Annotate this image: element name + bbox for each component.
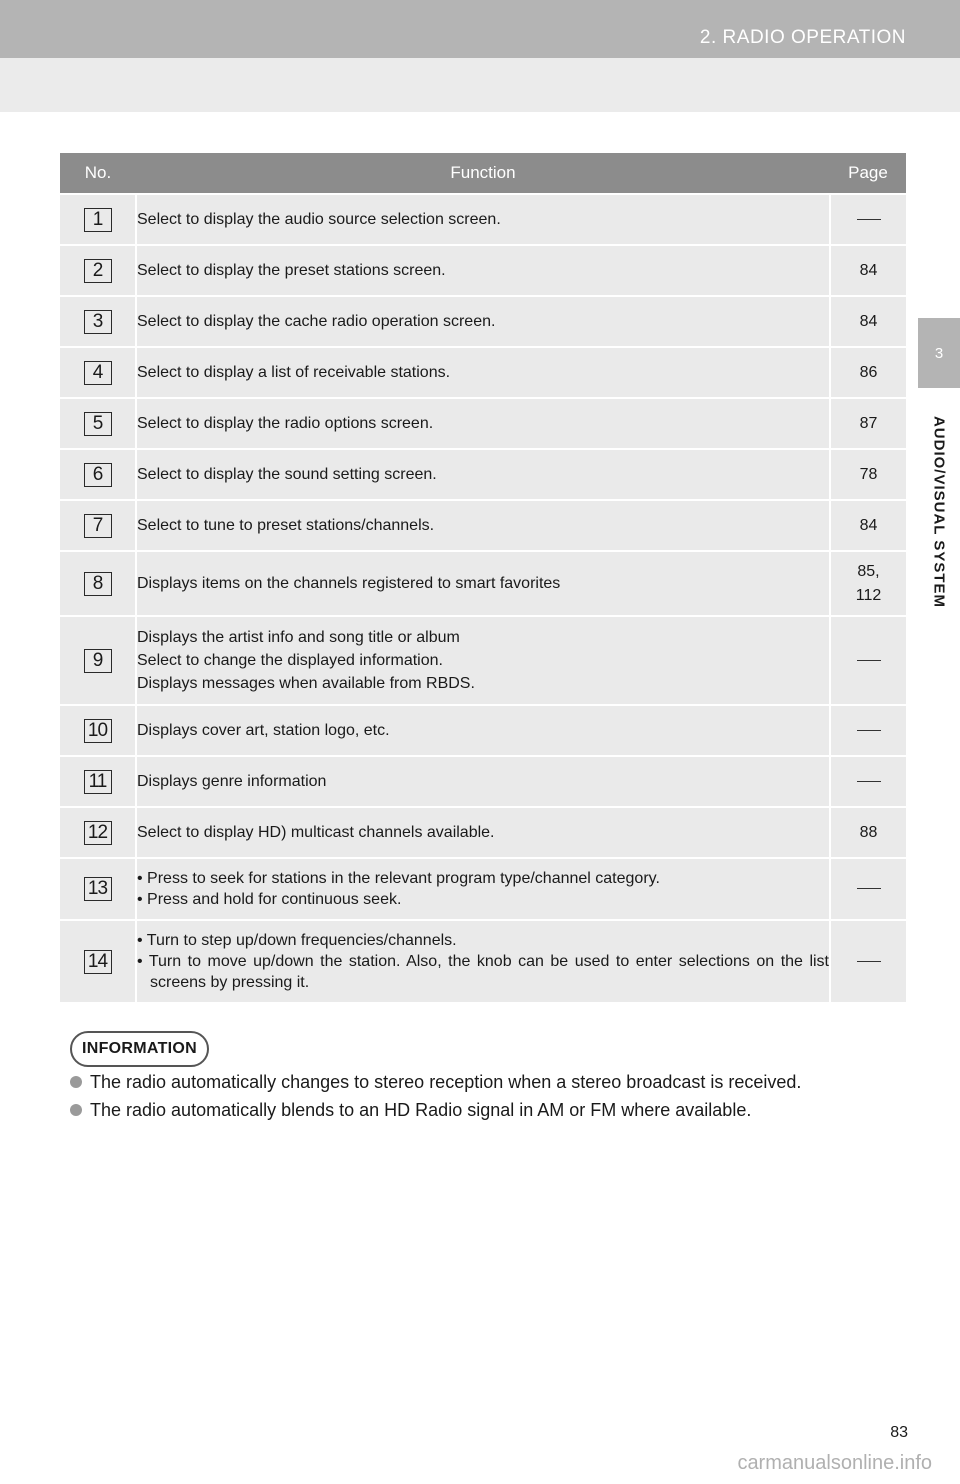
function-cell bbox=[136, 296, 830, 347]
function-text: Displays messages when available from RBDS. bbox=[137, 675, 475, 692]
function-text: Displays the artist info and song title or album bbox=[137, 629, 460, 646]
function-cell bbox=[136, 858, 830, 920]
function-text: Press to seek for stations in the relevant program type/channel category. bbox=[147, 870, 660, 887]
table-row bbox=[60, 500, 906, 551]
function-cell bbox=[136, 920, 830, 1002]
bullet-icon: • bbox=[137, 953, 149, 970]
function-cell bbox=[136, 245, 830, 296]
row-number-cell bbox=[60, 920, 136, 1002]
chapter-tab-number: 3 bbox=[934, 344, 944, 362]
function-cell bbox=[136, 807, 830, 858]
row-number-badge: 5 bbox=[84, 412, 112, 436]
column-header-page: Page bbox=[830, 153, 906, 194]
function-text: Select to display the radio options screen. bbox=[137, 415, 434, 432]
function-table bbox=[60, 153, 906, 1002]
column-header-function: Function bbox=[136, 153, 830, 194]
function-text: Displays cover art, station logo, etc. bbox=[137, 722, 390, 739]
header-bar bbox=[0, 0, 960, 58]
page-cell bbox=[830, 920, 906, 1002]
bullet-dot-icon bbox=[70, 1076, 82, 1088]
function-bullet bbox=[137, 951, 829, 993]
table-row bbox=[60, 756, 906, 807]
row-number-badge: 4 bbox=[84, 361, 112, 385]
no-page-dash-icon bbox=[857, 730, 881, 731]
function-text: Select to display the sound setting screen. bbox=[137, 466, 437, 483]
table-row bbox=[60, 398, 906, 449]
row-number-cell bbox=[60, 616, 136, 705]
chapter-tab bbox=[918, 318, 960, 388]
page-number: 83 bbox=[890, 1424, 908, 1441]
information-item bbox=[70, 1068, 910, 1096]
table-row bbox=[60, 858, 906, 920]
row-number-badge: 2 bbox=[84, 259, 112, 283]
table-row bbox=[60, 807, 906, 858]
bullet-icon: • bbox=[137, 870, 148, 887]
function-text: Select to display the preset stations screen. bbox=[137, 262, 446, 279]
row-number-badge: 11 bbox=[84, 770, 112, 794]
information-list bbox=[70, 1068, 910, 1124]
no-page-dash-icon bbox=[857, 961, 881, 962]
row-number-cell bbox=[60, 705, 136, 756]
bullet-icon: • bbox=[137, 932, 147, 949]
page-reference: 112 bbox=[855, 586, 882, 604]
page-cell bbox=[830, 807, 906, 858]
table-row bbox=[60, 347, 906, 398]
page-reference: 78 bbox=[859, 465, 878, 483]
function-cell bbox=[136, 756, 830, 807]
row-number-cell bbox=[60, 296, 136, 347]
row-number-badge: 6 bbox=[84, 463, 112, 487]
chapter-label: AUDIO/VISUAL SYSTEM bbox=[930, 415, 948, 609]
function-cell bbox=[136, 347, 830, 398]
function-cell bbox=[136, 449, 830, 500]
bullet-dot-icon bbox=[70, 1104, 82, 1116]
information-text: The radio automatically blends to an HD Radio signal in AM or FM where available. bbox=[90, 1099, 752, 1120]
row-number-cell bbox=[60, 245, 136, 296]
page-cell bbox=[830, 551, 906, 616]
row-number-badge: 1 bbox=[84, 208, 112, 232]
page-reference: 84 bbox=[859, 261, 878, 279]
function-bullet bbox=[137, 930, 829, 951]
no-page-dash-icon bbox=[857, 781, 881, 782]
page-cell bbox=[830, 347, 906, 398]
page-reference: 84 bbox=[859, 312, 878, 330]
row-number-badge: 3 bbox=[84, 310, 112, 334]
page-reference: 85, bbox=[857, 562, 880, 580]
no-page-dash-icon bbox=[857, 219, 881, 220]
table-row bbox=[60, 245, 906, 296]
table-row bbox=[60, 194, 906, 245]
function-cell bbox=[136, 500, 830, 551]
page-cell bbox=[830, 398, 906, 449]
function-text: Press and hold for continuous seek. bbox=[147, 891, 402, 908]
function-text: Select to display a list of receivable stations. bbox=[137, 364, 451, 381]
function-cell bbox=[136, 616, 830, 705]
column-header-no: No. bbox=[60, 153, 136, 194]
information-item bbox=[70, 1096, 910, 1124]
row-number-badge: 8 bbox=[84, 572, 112, 596]
table-row bbox=[60, 449, 906, 500]
no-page-dash-icon bbox=[857, 888, 881, 889]
page-reference: 88 bbox=[859, 823, 878, 841]
page-cell bbox=[830, 616, 906, 705]
page-reference: 84 bbox=[859, 516, 878, 534]
watermark: carmanualsonline.info bbox=[737, 1452, 932, 1474]
row-number-cell bbox=[60, 807, 136, 858]
function-bullet bbox=[137, 868, 829, 889]
row-number-cell bbox=[60, 398, 136, 449]
table-body bbox=[60, 194, 906, 1002]
row-number-badge: 7 bbox=[84, 514, 112, 538]
page-reference: 87 bbox=[859, 414, 878, 432]
row-number-cell bbox=[60, 551, 136, 616]
row-number-cell bbox=[60, 500, 136, 551]
function-text: Select to display the cache radio operation screen. bbox=[137, 313, 496, 330]
row-number-cell bbox=[60, 194, 136, 245]
row-number-badge: 9 bbox=[84, 649, 112, 673]
function-text: Select to display HD) multicast channels available. bbox=[137, 824, 495, 841]
row-number-badge: 12 bbox=[84, 821, 112, 845]
function-text: Select to change the displayed information. bbox=[137, 652, 443, 669]
page-cell bbox=[830, 296, 906, 347]
function-bullet bbox=[137, 889, 829, 910]
function-text: Select to tune to preset stations/channels. bbox=[137, 517, 435, 534]
section-title: 2. RADIO OPERATION bbox=[699, 27, 906, 48]
row-number-cell bbox=[60, 449, 136, 500]
row-number-badge: 10 bbox=[84, 719, 112, 743]
page-cell bbox=[830, 858, 906, 920]
function-cell bbox=[136, 705, 830, 756]
page-cell bbox=[830, 756, 906, 807]
information-badge: INFORMATION bbox=[70, 1031, 209, 1067]
table-row bbox=[60, 296, 906, 347]
no-page-dash-icon bbox=[857, 660, 881, 661]
page-cell bbox=[830, 500, 906, 551]
page-cell bbox=[830, 194, 906, 245]
function-cell bbox=[136, 194, 830, 245]
table-row bbox=[60, 551, 906, 616]
function-cell bbox=[136, 398, 830, 449]
table-row bbox=[60, 920, 906, 1002]
function-text: Displays genre information bbox=[137, 773, 327, 790]
function-text: Turn to step up/down frequencies/channels. bbox=[146, 932, 457, 949]
row-number-cell bbox=[60, 858, 136, 920]
table-header-row bbox=[60, 153, 906, 194]
information-text: The radio automatically changes to stereo reception when a stereo broadcast is received. bbox=[90, 1071, 802, 1092]
function-cell bbox=[136, 551, 830, 616]
row-number-badge: 14 bbox=[84, 950, 112, 974]
function-text: Turn to move up/down the station. Also, the knob can be used to enter selections on the list screens by pressing it. bbox=[148, 953, 829, 991]
row-number-cell bbox=[60, 756, 136, 807]
page-cell bbox=[830, 449, 906, 500]
function-text: Select to display the audio source selection screen. bbox=[137, 211, 501, 228]
page-reference: 86 bbox=[859, 363, 878, 381]
function-text: Displays items on the channels registered to smart favorites bbox=[137, 575, 561, 592]
row-number-badge: 13 bbox=[84, 877, 112, 901]
bullet-icon: • bbox=[137, 891, 148, 908]
table-row bbox=[60, 705, 906, 756]
page-cell bbox=[830, 245, 906, 296]
row-number-cell bbox=[60, 347, 136, 398]
table-row bbox=[60, 616, 906, 705]
page-cell bbox=[830, 705, 906, 756]
